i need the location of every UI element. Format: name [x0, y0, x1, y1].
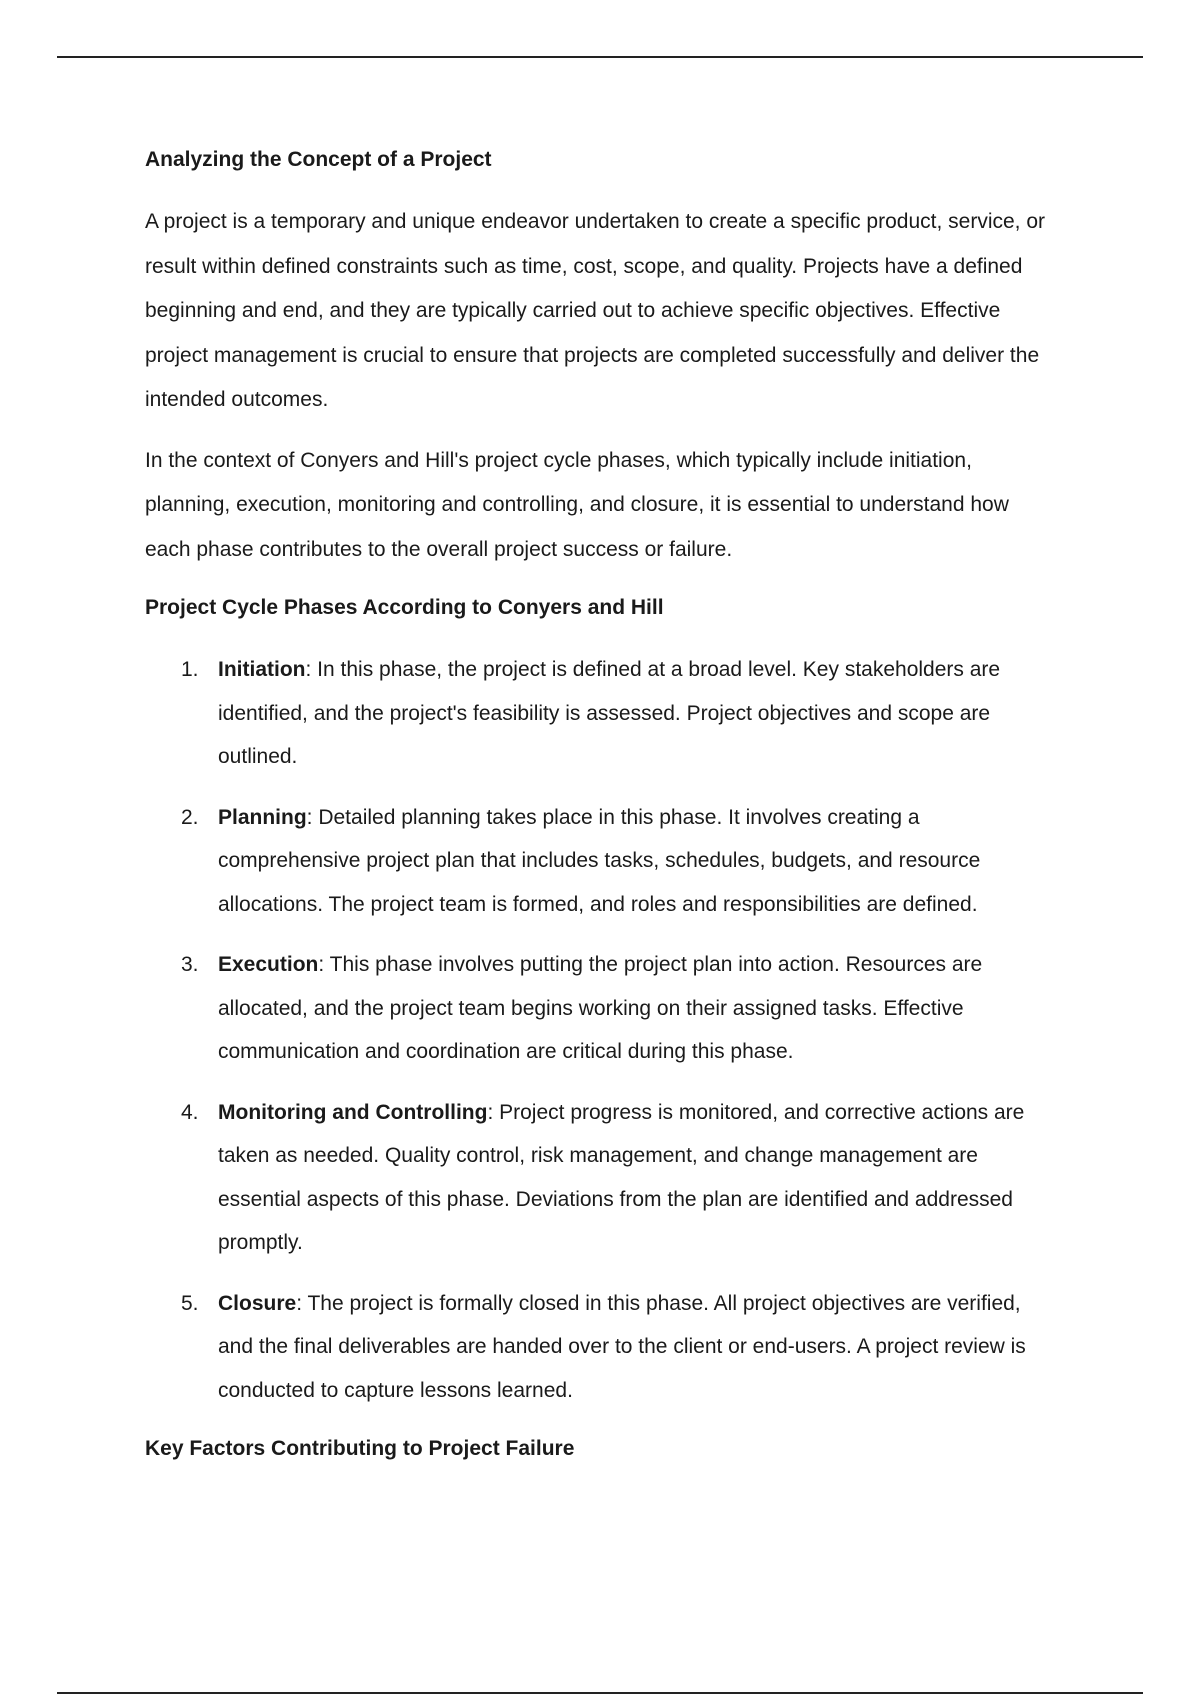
top-divider: [57, 56, 1143, 58]
paragraph-project-cycle-context: In the context of Conyers and Hill's project cycle phases, which typically include initiation, planning, execution, monitoring and controlling, and closure, it is essential to understand how each phase contributes to the overall project success or failure.: [145, 448, 1009, 561]
phase-description: : In this phase, the project is defined at a broad level. Key stakeholders are identified, and the project's feasibility is assessed. Project objectives and scope are outlined.: [218, 658, 1001, 768]
section-heading-project-cycle-phases: Project Cycle Phases According to Conyers and Hill: [145, 596, 664, 619]
phase-item-initiation: [145, 648, 1050, 779]
section-heading-project-concept: Analyzing the Concept of a Project: [145, 148, 492, 171]
phase-name: Monitoring and Controlling: [218, 1100, 488, 1124]
phase-number: 1.: [181, 658, 199, 681]
phase-number: 3.: [181, 953, 199, 976]
phase-number: 5.: [181, 1291, 199, 1315]
bottom-divider: [57, 1692, 1143, 1694]
phase-number: 4.: [181, 1100, 199, 1124]
phase-item-planning: [145, 796, 1050, 927]
phase-name: Closure: [218, 1291, 297, 1315]
phase-item-monitoring-and-controlling: [145, 1091, 1050, 1265]
phase-description: : This phase involves putting the project plan into action. Resources are allocated, and the project team begins working on their assigned tasks. Effective communication and coordination are critical during this phase.: [218, 953, 983, 1063]
phase-number: 2.: [181, 805, 199, 829]
section-heading-project-failure-factors: Key Factors Contributing to Project Failure: [145, 1437, 575, 1460]
phase-name: Planning: [218, 805, 307, 829]
phase-description: : The project is formally closed in this phase. All project objectives are verified, and the final deliverables are handed over to the client or end-users. A project review is conducted to capture lessons learned.: [218, 1291, 1026, 1402]
phase-item-closure: [145, 1282, 1050, 1413]
paragraph-project-definition: A project is a temporary and unique endeavor undertaken to create a specific product, service, or result within defined constraints such as time, cost, scope, and quality. Projects have a defined beginning and end, and they are typically carried out to achieve specific objectives. Effective project management is crucial to ensure that projects are completed successfully and deliver the intended outcomes.: [145, 210, 1046, 411]
phase-list: [145, 648, 1050, 1412]
phase-item-execution: [145, 943, 1050, 1074]
document-body: [145, 140, 1050, 1489]
phase-description: : Project progress is monitored, and corrective actions are taken as needed. Quality control, risk management, and change management are essential aspects of this phase. Deviations from the plan are identified and addressed promptly.: [218, 1100, 1025, 1254]
phase-name: Initiation: [218, 658, 306, 681]
phase-name: Execution: [218, 953, 319, 976]
phase-description: : Detailed planning takes place in this phase. It involves creating a comprehensive project plan that includes tasks, schedules, budgets, and resource allocations. The project team is formed, and roles and responsibilities are defined.: [218, 805, 981, 916]
